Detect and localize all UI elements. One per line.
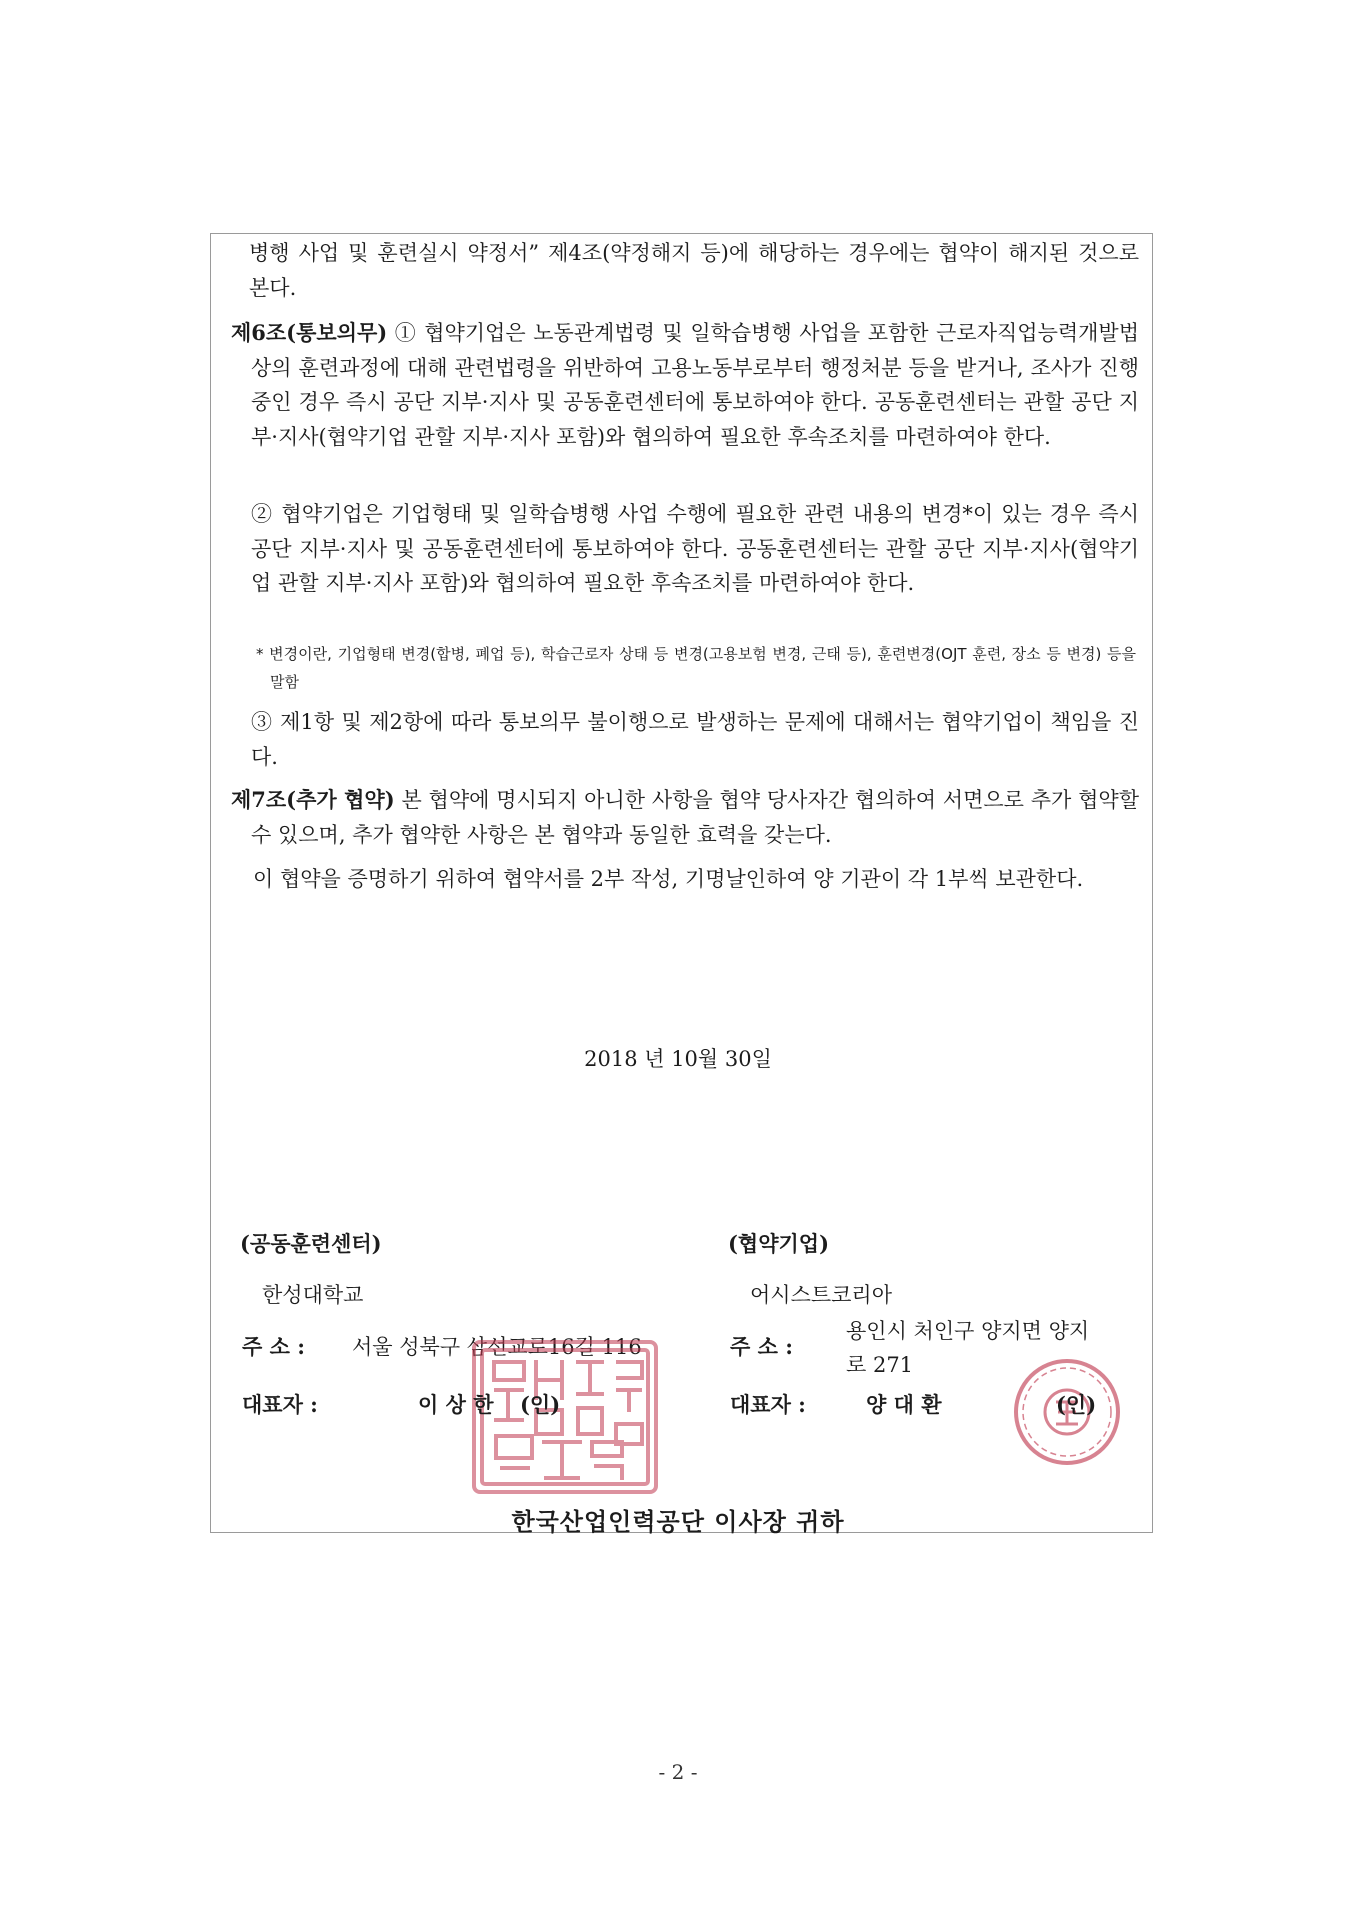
closing-statement: 이 협약을 증명하기 위하여 협약서를 2부 작성, 기명날인하여 양 기관이 각 1부씩 보관한다.: [253, 867, 1084, 891]
right-seal-mark: (인): [1056, 1392, 1097, 1417]
right-address-line1: 용인시 처인구 양지면 양지: [846, 1319, 1090, 1343]
addressee-line: 한국산업인력공단 이사장 귀하: [511, 1507, 845, 1536]
article6-paragraph2: ② 협약기업은 기업형태 및 일학습병행 사업 수행에 필요한 관련 내용의 변경*이 있는 경우 즉시 공단 지부·지사 및 공동훈련센터에 통보하여야 한다. 공동훈련센터는 관할 공단 지부·지사(협약기업 관할 지부·지사 포함)와 협의하여 필요한 후속조치를 마련하여야 한다.: [251, 502, 1139, 595]
left-address: 서울 성북구 삼선교로16길 116: [352, 1335, 642, 1359]
article6-paragraph3: ③ 제1항 및 제2항에 따라 통보의무 불이행으로 발생하는 문제에 대해서는 협약기업이 책임을 진다.: [251, 710, 1139, 769]
right-address-line2: 로 271: [846, 1353, 914, 1377]
hansung-university-seal: [470, 1338, 660, 1498]
left-address-label: 주 소 :: [242, 1334, 305, 1359]
article6-paragraph1: [231, 316, 1139, 454]
article6-p1-text: ① 협약기업은 노동관계법령 및 일학습병행 사업을 포함한 근로자직업능력개발법 상의 훈련과정에 대해 관련법령을 위반하여 고용노동부로부터 행정처분 등을 받거나, 조사가 진행 중인 경우 즉시 공단 지부·지사 및 공동훈련센터에 통보하여야 한다. 공동훈련센터는 관할 공단 지부·지사(협약기업 관할 지부·지사 포함)와 협의하여 필요한 후속조치를 마련하여야 한다.: [251, 321, 1139, 449]
right-rep-name: 양 대 환: [866, 1392, 942, 1417]
right-rep-label: 대표자 :: [730, 1392, 806, 1417]
article7-heading: 제7조(추가 협약): [231, 787, 395, 812]
article6-heading: 제6조(통보의무): [231, 320, 388, 345]
page-number: - 2 -: [658, 1760, 698, 1784]
left-party-role: (공동훈련센터): [240, 1231, 382, 1256]
right-address-label: 주 소 :: [730, 1334, 793, 1359]
right-party-name: 어시스트코리아: [750, 1283, 893, 1307]
article5-continuation: 병행 사업 및 훈련실시 약정서” 제4조(약정해지 등)에 해당하는 경우에는 협약이 해지된 것으로 본다.: [249, 241, 1139, 300]
article7-text: 본 협약에 명시되지 아니한 사항을 협약 당사자간 협의하여 서면으로 추가 협약할 수 있으며, 추가 협약한 사항은 본 협약과 동일한 효력을 갖는다.: [251, 788, 1139, 847]
left-party-name: 한성대학교: [262, 1283, 364, 1307]
agreement-date: 2018 년 10월 30일: [584, 1047, 772, 1071]
right-party-role: (협약기업): [728, 1231, 830, 1256]
left-rep-name: 이 상 한: [418, 1392, 494, 1417]
article7-paragraph: [231, 783, 1139, 852]
change-footnote: * 변경이란, 기업형태 변경(합병, 폐업 등), 학습근로자 상태 등 변경(고용보험 변경, 근태 등), 훈련변경(OJT 훈련, 장소 등 변경) 등을 말함: [256, 645, 1136, 691]
left-seal-mark: (인): [520, 1392, 561, 1417]
left-rep-label: 대표자 :: [242, 1392, 318, 1417]
